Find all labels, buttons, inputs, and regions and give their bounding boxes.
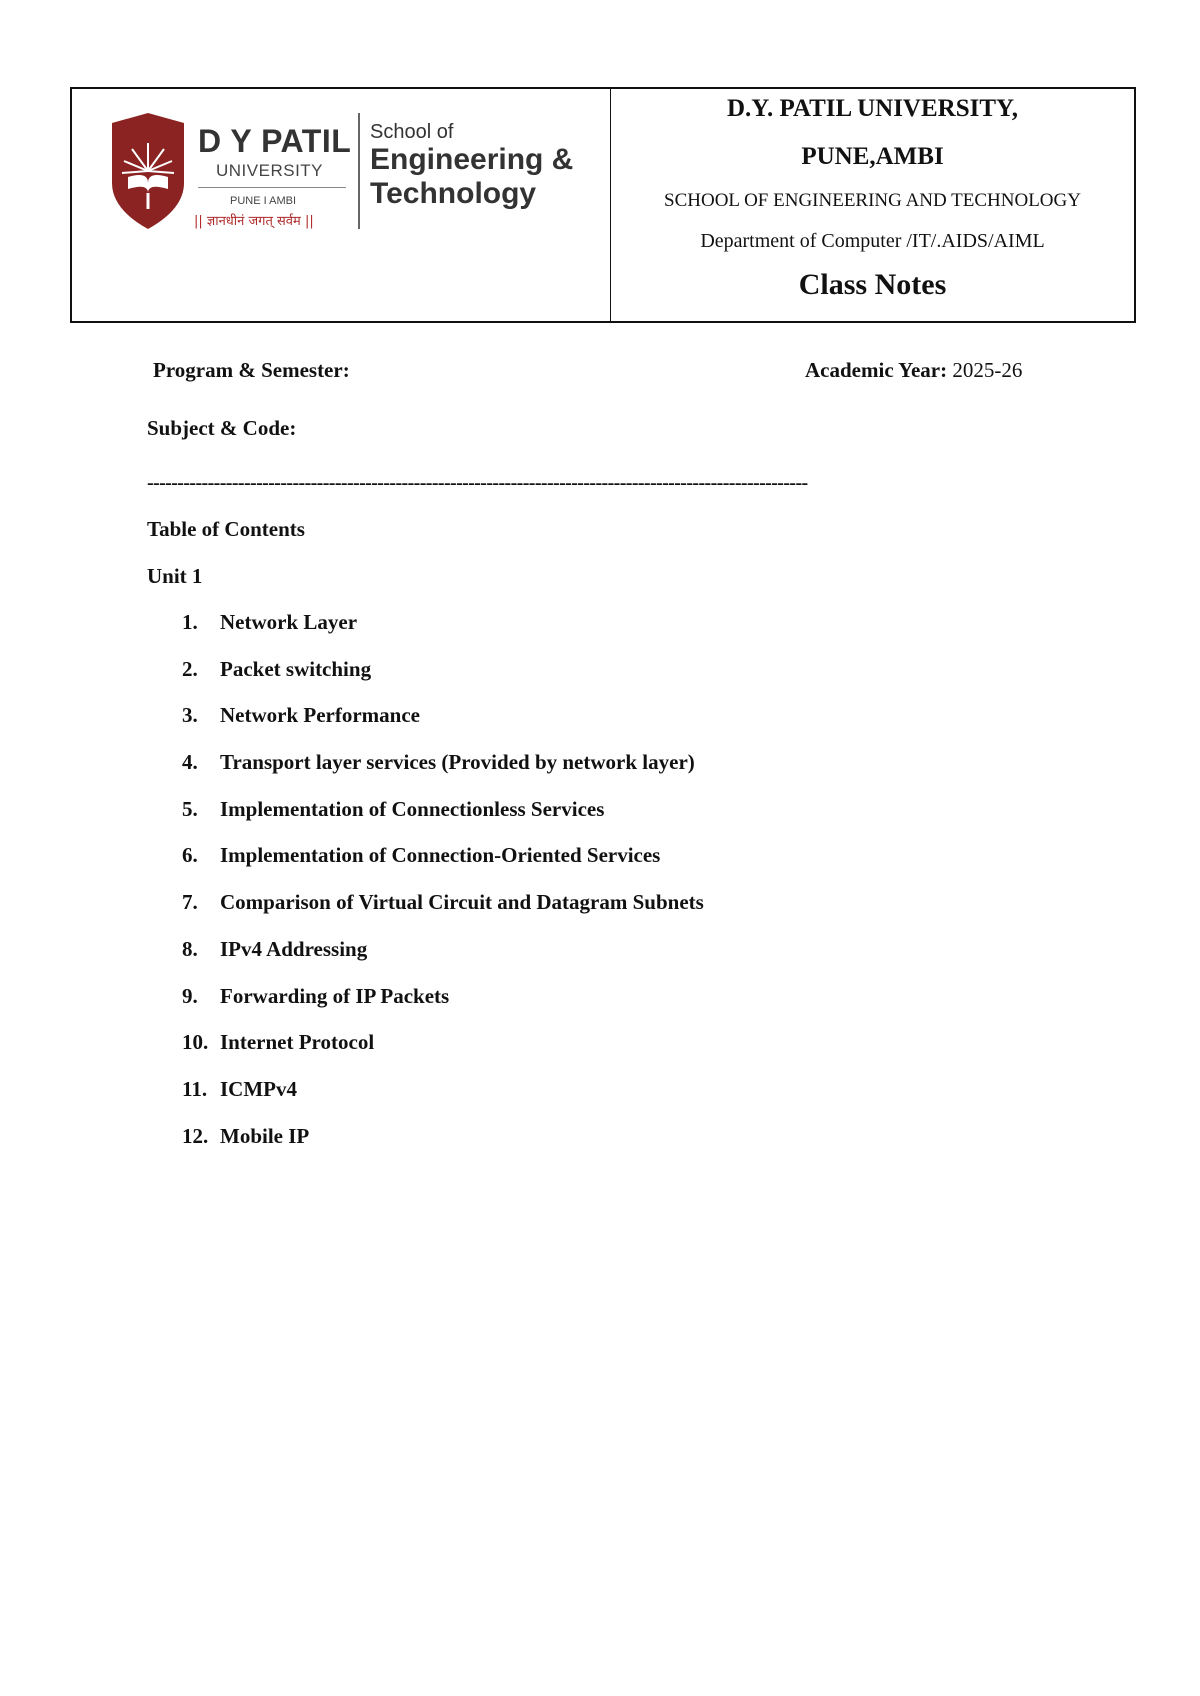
- toc-item-number: 7.: [182, 890, 198, 915]
- toc-item-label: Comparison of Virtual Circuit and Datagram Subnets: [220, 890, 704, 915]
- toc-item-label: Mobile IP: [220, 1123, 310, 1148]
- logo-vertical-divider: [358, 113, 360, 229]
- academic-year: [805, 358, 1022, 383]
- toc-item-label: Implementation of Connectionless Services: [220, 796, 605, 821]
- toc-item: [182, 657, 704, 704]
- toc-item-number: 1.: [182, 610, 198, 634]
- toc-item-label: IPv4 Addressing: [220, 936, 368, 961]
- toc-item-number: 11.: [182, 1076, 208, 1101]
- logo-school-line2: Engineering &: [370, 143, 574, 176]
- academic-year-value: 2025-26: [952, 358, 1023, 382]
- toc-item-label: Network Performance: [220, 703, 420, 728]
- separator-line: -------------------------------------------------------------------------------------------------------------: [147, 472, 808, 494]
- toc-item: [182, 984, 704, 1031]
- university-logo: [106, 113, 586, 231]
- program-label: Program & Semester:: [153, 358, 350, 382]
- toc-item: [182, 1124, 704, 1171]
- subject-label: Subject & Code:: [147, 416, 297, 440]
- university-city: PUNE,AMBI: [801, 143, 944, 170]
- subject-code: [147, 416, 296, 441]
- program-semester: [153, 358, 350, 383]
- toc-item: [182, 937, 704, 984]
- toc-item-number: 3.: [182, 703, 198, 728]
- logo-location: PUNE I AMBI: [230, 195, 297, 207]
- shield-icon: [106, 113, 190, 229]
- toc-item-label: Forwarding of IP Packets: [220, 983, 450, 1008]
- logo-university: UNIVERSITY: [216, 161, 324, 180]
- toc-item-label: ICMPv4: [220, 1076, 297, 1101]
- university-name: D.Y. PATIL UNIVERSITY,: [726, 95, 1019, 122]
- logo-school-line3: Technology: [370, 177, 537, 210]
- toc-item-label: Internet Protocol: [220, 1030, 375, 1055]
- toc-item-number: 12.: [182, 1123, 209, 1148]
- toc-item-number: 6.: [182, 843, 198, 868]
- toc-item: [182, 843, 704, 890]
- logo-motto: || ज्ञानधीनं जगत् सर्वम ||: [194, 214, 314, 229]
- unit-title: Unit 1: [147, 564, 203, 588]
- logo-divider: [198, 187, 346, 188]
- department-name: Department of Computer /IT/.AIDS/AIML: [700, 230, 1045, 252]
- header-table: [70, 87, 1136, 323]
- toc-item-label: Transport layer services (Provided by network layer): [220, 750, 695, 775]
- document-type: Class Notes: [798, 268, 947, 301]
- academic-year-label: Academic Year:: [805, 358, 948, 382]
- toc-item: [182, 750, 704, 797]
- toc-item-number: 9.: [182, 983, 198, 1008]
- toc-item-number: 4.: [182, 750, 198, 775]
- toc-item-label: Packet switching: [220, 656, 372, 681]
- toc-list: [182, 610, 704, 1170]
- header-logo-cell: [72, 89, 611, 321]
- toc-item-number: 2.: [182, 656, 198, 681]
- toc-item-label: Implementation of Connection-Oriented Services: [220, 843, 661, 868]
- toc-item: [182, 703, 704, 750]
- logo-brand: D Y PATIL: [198, 123, 352, 159]
- toc-item-label: Network Layer: [220, 610, 358, 634]
- toc-item-number: 8.: [182, 936, 198, 961]
- toc-item: [182, 1030, 704, 1077]
- toc-item-number: 5.: [182, 796, 198, 821]
- toc-item-number: 10.: [182, 1030, 209, 1055]
- toc-item: [182, 610, 704, 657]
- toc-item: [182, 797, 704, 844]
- header-title-cell: [611, 89, 1134, 321]
- school-name: SCHOOL OF ENGINEERING AND TECHNOLOGY: [664, 190, 1081, 211]
- toc-title: Table of Contents: [147, 517, 305, 541]
- toc-item: [182, 1077, 704, 1124]
- toc-item: [182, 890, 704, 937]
- logo-school-line1: School of: [370, 121, 454, 143]
